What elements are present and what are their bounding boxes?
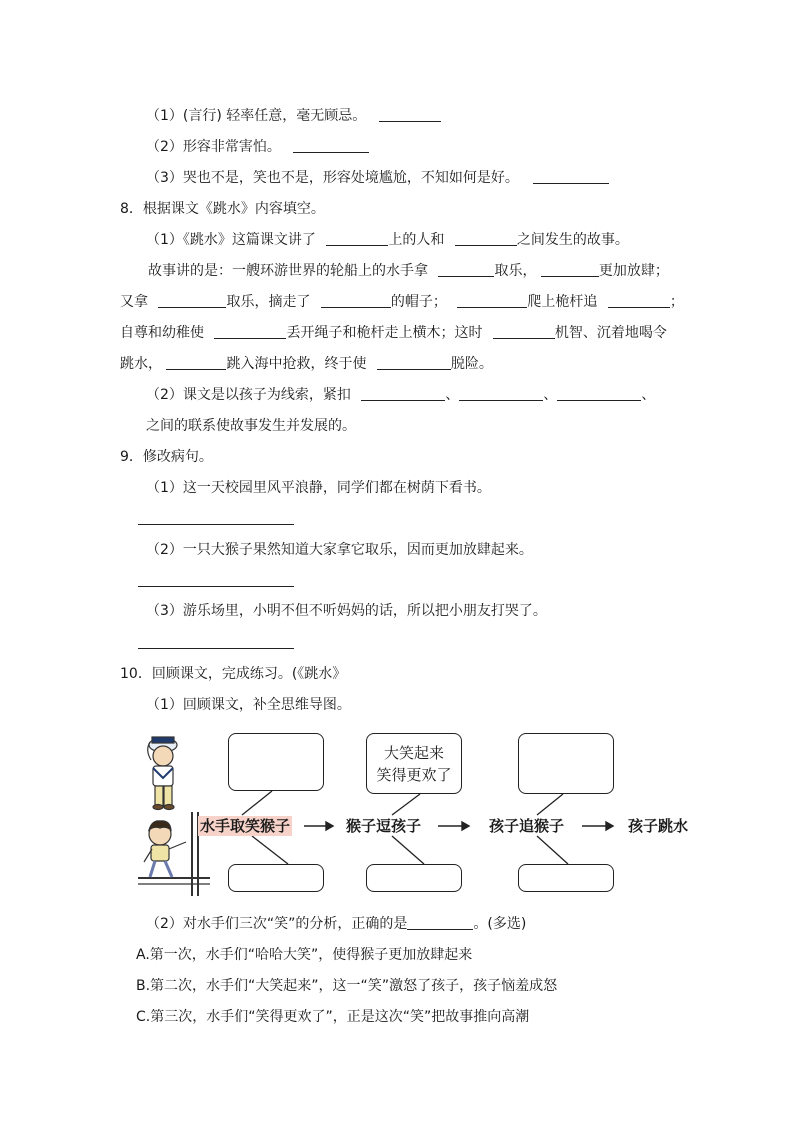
option-c[interactable]: C.第三次，水手们“笑得更欢了”，正是这次“笑”把故事推向高潮: [136, 1009, 530, 1025]
option-a[interactable]: A.第一次，水手们“哈哈大笑”，使得猴子更加放肆起来: [136, 947, 473, 963]
q8-line-5: 跳水， 跳入海中抢救，终于使 脱险。: [120, 356, 493, 372]
node-monkey-teases-boy: 猴子逗孩子: [346, 817, 422, 835]
q8-title: 8．根据课文《跳水》内容填空。: [120, 201, 325, 217]
q8-line-7: 之间的联系使故事发生并发展的。: [146, 418, 356, 434]
node-boy-chases-monkey: 孩子追猴子: [489, 817, 565, 835]
q10-sub-2: （2）对水手们三次“笑”的分析，正确的是 。(多选): [146, 916, 527, 932]
mind-map-box-top-1[interactable]: [228, 733, 324, 791]
q8-line-1: （1）《跳水》这篇课文讲了 上的人和 之间发生的故事。: [146, 232, 629, 248]
box-text-line-1: 大笑起来: [383, 743, 444, 762]
option-b[interactable]: B.第二次，水手们“大笑起来”，这一“笑”激怒了孩子，孩子恼羞成怒: [136, 978, 558, 994]
mind-map-box-top-3[interactable]: [518, 733, 614, 794]
q9-sentence-2: （2）一只大猴子果然知道大家拿它取乐，因而更加放肆起来。: [146, 542, 533, 558]
q8-line-2: 故事讲的是：一艘环游世界的轮船上的水手拿 取乐， 更加放肆；: [148, 263, 669, 279]
q8-line-6: （2）课文是以孩子为线索，紧扣 、 、 、: [146, 387, 656, 403]
mind-map-box-bottom-1[interactable]: [228, 864, 324, 892]
q10-title: 10．回顾课文，完成练习。(《跳水》: [120, 666, 347, 682]
answer-blank[interactable]: [407, 915, 473, 930]
mind-map-box-bottom-2[interactable]: [366, 864, 462, 892]
sailor-illustration: [148, 737, 177, 810]
mind-map-box-bottom-3[interactable]: [518, 864, 614, 892]
mind-map-box-top-2: [366, 733, 462, 794]
q7-item-2: （2）形容非常害怕。: [146, 138, 369, 156]
box-text-line-2: 笑得更欢了: [376, 765, 452, 784]
q8-line-4: 自尊和幼稚使 丢开绳子和桅杆走上横木；这时 机智、沉着地喝令: [120, 325, 667, 341]
q9-sentence-3: （3）游乐场里，小明不但不听妈妈的话，所以把小朋友打哭了。: [146, 603, 547, 619]
q10-sub-1: （1）回顾课文，补全思维导图。: [146, 697, 351, 713]
q9-sentence-1: （1）这一天校园里风平浪静，同学们都在树荫下看书。: [146, 480, 491, 496]
node-sailors-tease-monkey: 水手取笑猴子: [200, 817, 291, 835]
q7-item-3: （3）哭也不是，笑也不是，形容处境尴尬，不知如何是好。: [146, 169, 609, 187]
q8-line-3: 又拿 取乐，摘走了 的帽子； 爬上桅杆追 ；: [120, 294, 684, 310]
q7-item-1: （1）(言行) 轻率任意，毫无顾忌。: [146, 107, 441, 125]
node-boy-jumps: 孩子跳水: [628, 817, 689, 835]
q9-title: 9．修改病句。: [120, 449, 213, 465]
